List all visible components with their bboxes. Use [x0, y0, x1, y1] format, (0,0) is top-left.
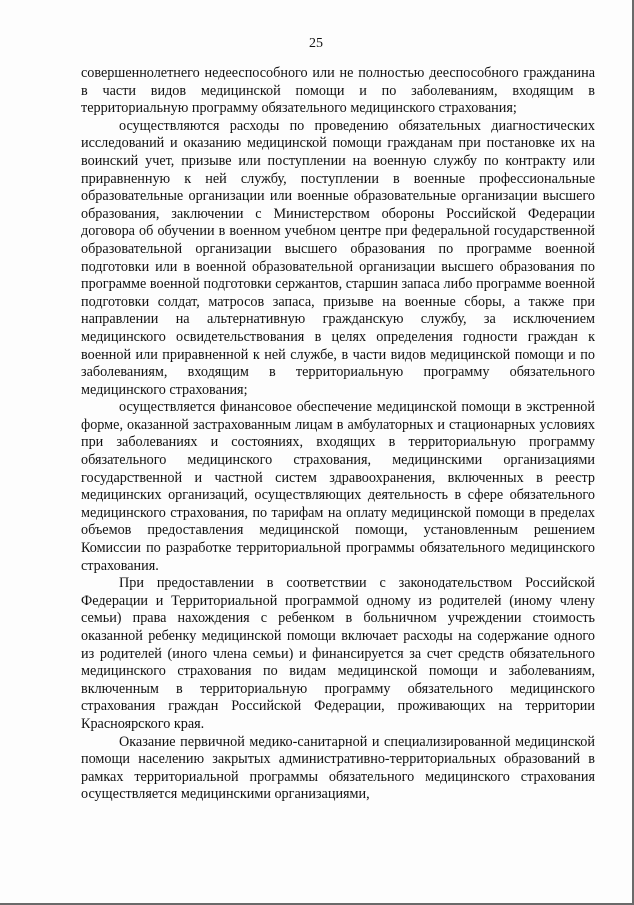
document-body [81, 65, 595, 804]
paragraph-military-exams: осуществляются расходы по проведению обязательных диагностических исследований и оказанию медицинской помощи гражданам при постановке их на воинский учет, призыве или поступлении на военную службу по контракту или приравненную к ней службу, поступлении в военные профессиональные образовательные организации или военные образовательные организации высшего образования, заключении с Министерством обороны Российской Федерации договора об обучении в военном учебном центре при федеральной государственной образовательной организации высшего образования по программе военной подготовки или в военной образовательной организации высшего образования по программе военной подготовки сержантов, старшин запаса либо программе военной подготовки солдат, матросов запаса, призыве на военные сборы, а также при направлении на альтернативную гражданскую службу, за исключением медицинского освидетельствования в целях определения годности граждан к военной или приравненной к ней службе, в части видов медицинской помощи и по заболеваниям, входящим в территориальную программу обязательного медицинского страхования; [81, 117, 595, 398]
page-number: 25 [309, 36, 323, 51]
paragraph-parent-stay: При предоставлении в соответствии с законодательством Российской Федерации и Территориальной программой одному из родителей (иному члену семьи) права нахождения с ребенком в больничном учреждении стоимость оказанной ребенку медицинской помощи включает расходы на содержание одного из родителей (иного члена семьи) и финансируется за счет средств обязательного медицинского страхования по видам медицинской помощи и заболеваниям, включенным в территориальную программу обязательного медицинского страхования граждан Российской Федерации, проживающих на территории Красноярского края. [81, 575, 595, 732]
paragraph-emergency-care: осуществляется финансовое обеспечение медицинской помощи в экстренной форме, оказанной застрахованным лицам в амбулаторных и стационарных условиях при заболеваниях и состояниях, входящих в территориальную программу обязательного медицинского страхования, медицинскими организациями государственной и частной систем здравоохранения, включенных в реестр медицинских организаций, осуществляющих деятельность в сфере обязательного медицинского страхования, по тарифам на оплату медицинской помощи в пределах объемов предоставления медицинской помощи, установленным решением Комиссии по разработке территориальной программы обязательного медицинского страхования. [81, 399, 595, 574]
paragraph-continuation: совершеннолетнего недееспособного или не полностью дееспособного гражданина в части видов медицинской помощи и по заболеваниям, входящим в территориальную программу обязательного медицинского страхования; [81, 65, 595, 117]
paragraph-closed-territories: Оказание первичной медико-санитарной и специализированной медицинской помощи населению закрытых административно-территориальных образований в рамках территориальной программы обязательного медицинского страхования осуществляется медицинскими организациями, [81, 733, 595, 803]
